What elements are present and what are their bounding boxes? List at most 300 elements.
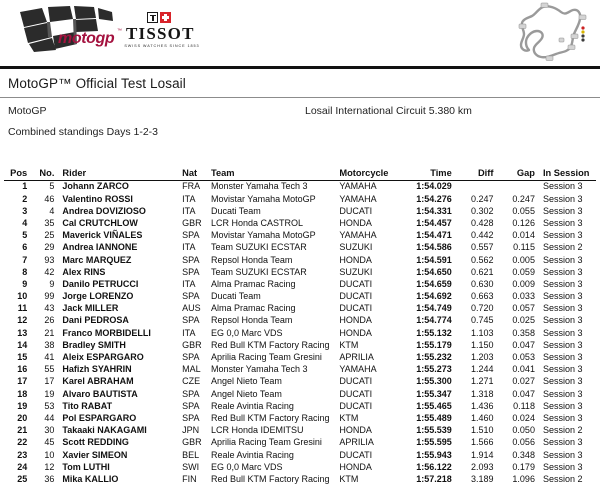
cell-gap: 0.041 [512, 364, 535, 375]
cell-nationality: SPA [182, 291, 200, 302]
cell-rider: Scott REDDING [62, 437, 129, 448]
cell-rider: Karel ABRAHAM [62, 376, 134, 387]
cell-rider: Cal CRUTCHLOW [62, 217, 138, 228]
cell-team: EG 0,0 Marc VDS [210, 327, 283, 338]
cell-gap: 0.057 [512, 303, 535, 314]
category-label: MotoGP [8, 105, 47, 117]
cell-position: 12 [17, 315, 28, 326]
cell-nationality: SPA [182, 412, 200, 423]
col-header-pos: Pos [4, 168, 33, 181]
table-row [4, 364, 596, 376]
page-title: MotoGP™ Official Test Losail [8, 76, 186, 91]
cell-motorcycle: DUCATI [339, 291, 373, 302]
cell-team: Reale Avintia Racing [210, 449, 294, 460]
cell-rider: Alvaro BAUTISTA [62, 388, 138, 399]
cell-team: Red Bull KTM Factory Racing [210, 339, 330, 350]
cell-in-session: Session 3 [542, 449, 583, 460]
cell-time: 1:55.465 [416, 400, 452, 411]
cell-gap: 0.358 [512, 327, 535, 338]
cell-rider: Valentino ROSSI [62, 193, 133, 204]
cell-rider: Alex RINS [62, 266, 106, 277]
cell-time: 1:54.591 [416, 254, 452, 265]
cell-time: 1:55.300 [416, 376, 452, 387]
cell-team: Alma Pramac Racing [210, 278, 296, 289]
cell-motorcycle: HONDA [339, 425, 372, 436]
cell-nationality: ITA [182, 327, 196, 338]
cell-nationality: SWI [182, 461, 200, 472]
cell-diff: 1.271 [470, 376, 494, 387]
cell-rider: Aleix ESPARGARO [62, 352, 144, 363]
cell-time: 1:55.595 [416, 437, 452, 448]
cell-in-session: Session 3 [542, 315, 583, 326]
cell-time: 1:55.943 [416, 449, 452, 460]
cell-in-session: Session 3 [542, 230, 583, 241]
cell-motorcycle: APRILIA [339, 437, 374, 448]
cell-time: 1:54.650 [416, 266, 452, 277]
col-header-in-session: In Session [541, 168, 596, 181]
cell-in-session: Session 3 [542, 254, 583, 265]
cell-rider: Danilo PETRUCCI [62, 278, 139, 289]
cell-position: 15 [17, 352, 28, 363]
cell-team: Alma Pramac Racing [210, 303, 296, 314]
cell-gap: 0.247 [512, 193, 535, 204]
cell-position: 23 [17, 449, 28, 460]
table-row [4, 437, 596, 449]
cell-diff: 0.720 [470, 303, 494, 314]
cell-position: 21 [17, 425, 28, 436]
tissot-tagline: SWISS WATCHES SINCE 1853 [124, 43, 200, 49]
cell-number: 36 [44, 473, 55, 484]
tissot-t-icon [147, 12, 158, 23]
cell-time: 1:55.489 [416, 412, 452, 423]
cell-nationality: ITA [182, 205, 196, 216]
cell-team: Monster Yamaha Tech 3 [210, 364, 308, 375]
cell-time: 1:54.471 [416, 230, 452, 241]
cell-motorcycle: DUCATI [339, 400, 373, 411]
cell-gap: 0.115 [513, 242, 535, 253]
cell-nationality: SPA [182, 400, 200, 411]
cell-team: Red Bull KTM Factory Racing [210, 473, 330, 484]
cell-motorcycle: DUCATI [339, 303, 373, 314]
col-header-gap: Gap [501, 168, 540, 181]
standings-subtitle: Combined standings Days 1-2-3 [8, 126, 158, 138]
standings-table [4, 168, 596, 486]
cell-diff: 1.103 [470, 327, 494, 338]
cell-diff: 0.663 [470, 291, 494, 302]
cell-diff: 1.244 [470, 364, 494, 375]
cell-number: 42 [44, 266, 55, 277]
cell-position: 4 [22, 217, 28, 228]
circuit-label: Losail International Circuit 5.380 km [305, 105, 472, 117]
cell-nationality: ITA [182, 278, 196, 289]
cell-team: Team SUZUKI ECSTAR [210, 242, 307, 253]
cell-nationality: MAL [182, 364, 201, 375]
cell-team: Team SUZUKI ECSTAR [210, 266, 307, 277]
cell-team: Monster Yamaha Tech 3 [210, 181, 308, 192]
cell-time: 1:54.331 [416, 205, 452, 216]
cell-rider: Bradley SMITH [62, 339, 126, 350]
title-block [0, 69, 600, 93]
cell-number: 99 [44, 291, 55, 302]
cell-number: 41 [44, 352, 55, 363]
cell-diff: 3.189 [470, 473, 494, 484]
cell-time: 1:55.273 [416, 364, 452, 375]
cell-number: 45 [44, 437, 55, 448]
table-row [4, 376, 596, 388]
cell-team: EG 0,0 Marc VDS [210, 461, 283, 472]
cell-gap: 0.024 [512, 412, 535, 423]
table-row [4, 449, 596, 461]
cell-number: 46 [44, 193, 55, 204]
circuit-map-icon [516, 2, 592, 64]
cell-time: 1:54.749 [416, 303, 452, 314]
swiss-cross-icon [160, 12, 171, 23]
cell-time: 1:54.029 [416, 181, 452, 192]
tissot-emblem [126, 10, 192, 23]
cell-motorcycle: HONDA [339, 327, 372, 338]
table-row [4, 474, 596, 486]
cell-nationality: FRA [182, 181, 201, 192]
cell-time: 1:55.132 [416, 327, 452, 338]
col-header-nat: Nat [182, 168, 211, 181]
cell-gap: 0.025 [512, 315, 535, 326]
table-row [4, 425, 596, 437]
cell-team: Red Bull KTM Factory Racing [210, 412, 330, 423]
cell-motorcycle: APRILIA [339, 352, 374, 363]
cell-team: LCR Honda CASTROL [210, 217, 303, 228]
cell-diff: 0.442 [470, 230, 494, 241]
cell-team: Angel Nieto Team [210, 376, 282, 387]
cell-motorcycle: KTM [339, 473, 359, 484]
cell-gap: 0.047 [512, 339, 535, 350]
cell-motorcycle: DUCATI [339, 278, 373, 289]
cell-team: Repsol Honda Team [210, 254, 293, 265]
cell-number: 53 [44, 400, 55, 411]
table-row [4, 205, 596, 217]
cell-time: 1:54.692 [416, 291, 452, 302]
cell-in-session: Session 3 [542, 376, 583, 387]
cell-gap: 0.033 [512, 291, 535, 302]
cell-diff: 2.093 [470, 461, 494, 472]
cell-diff: 1.566 [470, 437, 494, 448]
cell-time: 1:57.218 [416, 473, 452, 484]
col-header-number: No. [33, 168, 62, 181]
cell-motorcycle: YAMAHA [339, 181, 377, 192]
table-row [4, 254, 596, 266]
cell-gap: 0.005 [512, 254, 535, 265]
table-row [4, 291, 596, 303]
table-header-row [4, 168, 596, 181]
cell-time: 1:54.457 [416, 217, 452, 228]
cell-gap: 0.179 [512, 461, 535, 472]
cell-time: 1:54.774 [416, 315, 452, 326]
cell-rider: Andrea IANNONE [62, 242, 138, 253]
cell-motorcycle: KTM [339, 412, 359, 423]
table-row [4, 352, 596, 364]
cell-number: 38 [44, 339, 55, 350]
table-row [4, 181, 596, 194]
cell-gap: 0.118 [513, 400, 535, 411]
cell-nationality: JPN [182, 425, 200, 436]
col-header-diff: Diff [458, 168, 502, 181]
cell-team: Repsol Honda Team [210, 315, 293, 326]
cell-rider: Hafizh SYAHRIN [62, 364, 132, 375]
cell-nationality: AUS [182, 303, 201, 314]
cell-diff: 0.557 [470, 242, 494, 253]
cell-motorcycle: HONDA [339, 461, 372, 472]
cell-gap: 0.009 [512, 278, 535, 289]
motogp-logo [14, 6, 126, 52]
cell-rider: Marc MARQUEZ [62, 254, 132, 265]
cell-team: Aprilia Racing Team Gresini [210, 352, 322, 363]
cell-motorcycle: DUCATI [339, 376, 373, 387]
table-row [4, 266, 596, 278]
cell-gap: 1.096 [512, 473, 535, 484]
cell-in-session: Session 3 [542, 278, 583, 289]
cell-rider: Jorge LORENZO [62, 291, 134, 302]
cell-nationality: GBR [182, 339, 202, 350]
cell-team: Movistar Yamaha MotoGP [210, 230, 316, 241]
cell-gap: 0.050 [512, 425, 535, 436]
cell-number: 93 [44, 254, 55, 265]
cell-nationality: SPA [182, 230, 200, 241]
cell-motorcycle: KTM [339, 339, 359, 350]
cell-rider: Jack MILLER [62, 303, 119, 314]
cell-time: 1:55.539 [416, 425, 452, 436]
cell-in-session: Session 3 [542, 412, 583, 423]
cell-team: Ducati Team [210, 291, 261, 302]
cell-in-session: Session 3 [542, 205, 583, 216]
table-row [4, 400, 596, 412]
cell-in-session: Session 3 [542, 364, 583, 375]
cell-nationality: GBR [182, 217, 202, 228]
cell-motorcycle: DUCATI [339, 449, 373, 460]
cell-in-session: Session 3 [542, 461, 583, 472]
cell-rider: Tom LUTHI [62, 461, 110, 472]
cell-in-session: Session 2 [542, 425, 583, 436]
meta-row-secondary [0, 126, 600, 145]
cell-diff: 0.247 [470, 193, 494, 204]
cell-in-session: Session 3 [542, 217, 583, 228]
table-row [4, 218, 596, 230]
cell-number: 55 [44, 364, 55, 375]
title-divider-thin [0, 97, 600, 98]
cell-position: 6 [22, 242, 28, 253]
cell-diff: 0.630 [470, 278, 494, 289]
cell-team: Ducati Team [210, 205, 261, 216]
cell-diff: 0.428 [470, 217, 494, 228]
cell-gap: 0.053 [512, 352, 535, 363]
cell-rider: Andrea DOVIZIOSO [62, 205, 146, 216]
cell-number: 26 [44, 315, 55, 326]
cell-in-session: Session 3 [542, 303, 583, 314]
cell-in-session: Session 3 [542, 181, 583, 192]
cell-diff: 1.318 [470, 388, 494, 399]
cell-in-session: Session 3 [542, 193, 583, 204]
cell-position: 5 [22, 230, 28, 241]
cell-nationality: ITA [182, 193, 196, 204]
cell-gap: 0.014 [512, 230, 535, 241]
cell-time: 1:54.586 [416, 242, 452, 253]
table-row [4, 461, 596, 473]
svg-text:™: ™ [117, 28, 122, 34]
cell-position: 3 [22, 205, 28, 216]
cell-time: 1:54.276 [416, 193, 452, 204]
cell-number: 12 [44, 461, 55, 472]
cell-gap: 0.056 [512, 437, 535, 448]
cell-diff: 0.745 [470, 315, 494, 326]
cell-gap: 0.055 [512, 205, 535, 216]
cell-time: 1:56.122 [416, 461, 452, 472]
cell-gap: 0.348 [512, 449, 535, 460]
cell-in-session: Session 3 [542, 339, 583, 350]
cell-position: 1 [22, 181, 28, 192]
cell-motorcycle: YAMAHA [339, 193, 377, 204]
cell-rider: Takaaki NAKAGAMI [62, 425, 147, 436]
cell-position: 14 [17, 339, 28, 350]
cell-in-session: Session 2 [542, 473, 583, 484]
standings-table-head [4, 168, 596, 181]
cell-motorcycle: HONDA [339, 254, 372, 265]
cell-number: 5 [49, 181, 55, 192]
cell-in-session: Session 3 [542, 388, 583, 399]
table-row [4, 413, 596, 425]
cell-diff: 1.436 [470, 400, 494, 411]
table-row [4, 279, 596, 291]
cell-team: Aprilia Racing Team Gresini [210, 437, 322, 448]
cell-gap: 0.059 [512, 266, 535, 277]
cell-position: 16 [17, 364, 28, 375]
cell-in-session: Session 3 [542, 291, 583, 302]
cell-in-session: Session 3 [542, 352, 583, 363]
cell-position: 9 [22, 278, 28, 289]
cell-position: 17 [17, 376, 28, 387]
cell-diff: 1.914 [470, 449, 494, 460]
cell-team: Reale Avintia Racing [210, 400, 294, 411]
cell-in-session: Session 3 [542, 266, 583, 277]
cell-position: 7 [22, 254, 28, 265]
col-header-motorcycle: Motorcycle [339, 168, 403, 181]
cell-nationality: SPA [182, 254, 200, 265]
cell-diff: 1.510 [470, 425, 494, 436]
cell-nationality: SPA [182, 266, 200, 277]
cell-diff: 1.150 [470, 339, 494, 350]
cell-motorcycle: DUCATI [339, 205, 373, 216]
cell-number: 9 [49, 278, 55, 289]
cell-number: 30 [44, 425, 55, 436]
cell-rider: Tito RABAT [62, 400, 113, 411]
cell-position: 11 [17, 303, 28, 314]
cell-motorcycle: HONDA [339, 217, 372, 228]
cell-rider: Pol ESPARGARO [62, 412, 137, 423]
cell-number: 17 [44, 376, 55, 387]
table-row [4, 242, 596, 254]
cell-number: 35 [44, 217, 55, 228]
table-row [4, 230, 596, 242]
cell-position: 19 [17, 400, 28, 411]
col-header-team: Team [211, 168, 339, 181]
cell-number: 4 [49, 205, 55, 216]
cell-position: 22 [17, 437, 28, 448]
cell-nationality: SPA [182, 315, 200, 326]
cell-in-session: Session 3 [542, 400, 583, 411]
cell-diff [458, 181, 502, 194]
cell-rider: Mika KALLIO [62, 473, 119, 484]
cell-nationality: SPA [182, 388, 200, 399]
svg-text:motogp: motogp [58, 30, 115, 47]
cell-gap: 0.047 [512, 388, 535, 399]
tissot-logo [124, 10, 200, 54]
standings-table-body [4, 181, 596, 486]
cell-time: 1:55.179 [416, 339, 452, 350]
cell-number: 21 [44, 327, 55, 338]
cell-team: Angel Nieto Team [210, 388, 282, 399]
cell-position: 24 [17, 461, 28, 472]
cell-motorcycle: HONDA [339, 315, 372, 326]
cell-rider: Xavier SIMEON [62, 449, 128, 460]
cell-diff: 1.460 [470, 412, 494, 423]
table-row [4, 388, 596, 400]
cell-position: 10 [17, 291, 28, 302]
cell-team: Movistar Yamaha MotoGP [210, 193, 316, 204]
cell-gap: 0.027 [512, 376, 535, 387]
cell-position: 8 [22, 266, 28, 277]
cell-motorcycle: SUZUKI [339, 242, 373, 253]
cell-nationality: ITA [182, 242, 196, 253]
table-row [4, 339, 596, 351]
cell-position: 13 [17, 327, 28, 338]
cell-rider: Dani PEDROSA [62, 315, 129, 326]
branding-band [0, 0, 600, 66]
cell-number: 10 [44, 449, 55, 460]
cell-motorcycle: YAMAHA [339, 364, 377, 375]
table-row [4, 315, 596, 327]
cell-time: 1:55.232 [416, 352, 452, 363]
cell-number: 29 [44, 242, 55, 253]
cell-nationality: BEL [182, 449, 200, 460]
cell-gap: 0.126 [512, 217, 535, 228]
cell-nationality: CZE [182, 376, 201, 387]
cell-position: 20 [17, 412, 28, 423]
cell-number: 44 [44, 412, 55, 423]
cell-diff: 0.621 [470, 266, 494, 277]
cell-motorcycle: SUZUKI [339, 266, 373, 277]
cell-motorcycle: DUCATI [339, 388, 373, 399]
cell-position: 25 [17, 473, 28, 484]
cell-rider: Maverick VIÑALES [62, 230, 143, 241]
cell-position: 2 [22, 193, 28, 204]
col-header-rider: Rider [62, 168, 182, 181]
cell-nationality: GBR [182, 437, 202, 448]
cell-position: 18 [17, 388, 28, 399]
cell-in-session: Session 3 [542, 437, 583, 448]
meta-row-primary [0, 105, 600, 126]
start-lights-icon [581, 26, 584, 41]
cell-nationality: FIN [182, 473, 197, 484]
circuit-map-outline [516, 2, 592, 64]
cell-time: 1:54.659 [416, 278, 452, 289]
cell-diff: 0.562 [470, 254, 494, 265]
table-row [4, 327, 596, 339]
cell-number: 43 [44, 303, 55, 314]
cell-rider: Franco MORBIDELLI [62, 327, 151, 338]
table-row [4, 303, 596, 315]
cell-in-session: Session 3 [542, 327, 583, 338]
table-row [4, 193, 596, 205]
cell-diff: 1.203 [470, 352, 494, 363]
cell-team: LCR Honda IDEMITSU [210, 425, 304, 436]
col-header-time: Time [404, 168, 458, 181]
